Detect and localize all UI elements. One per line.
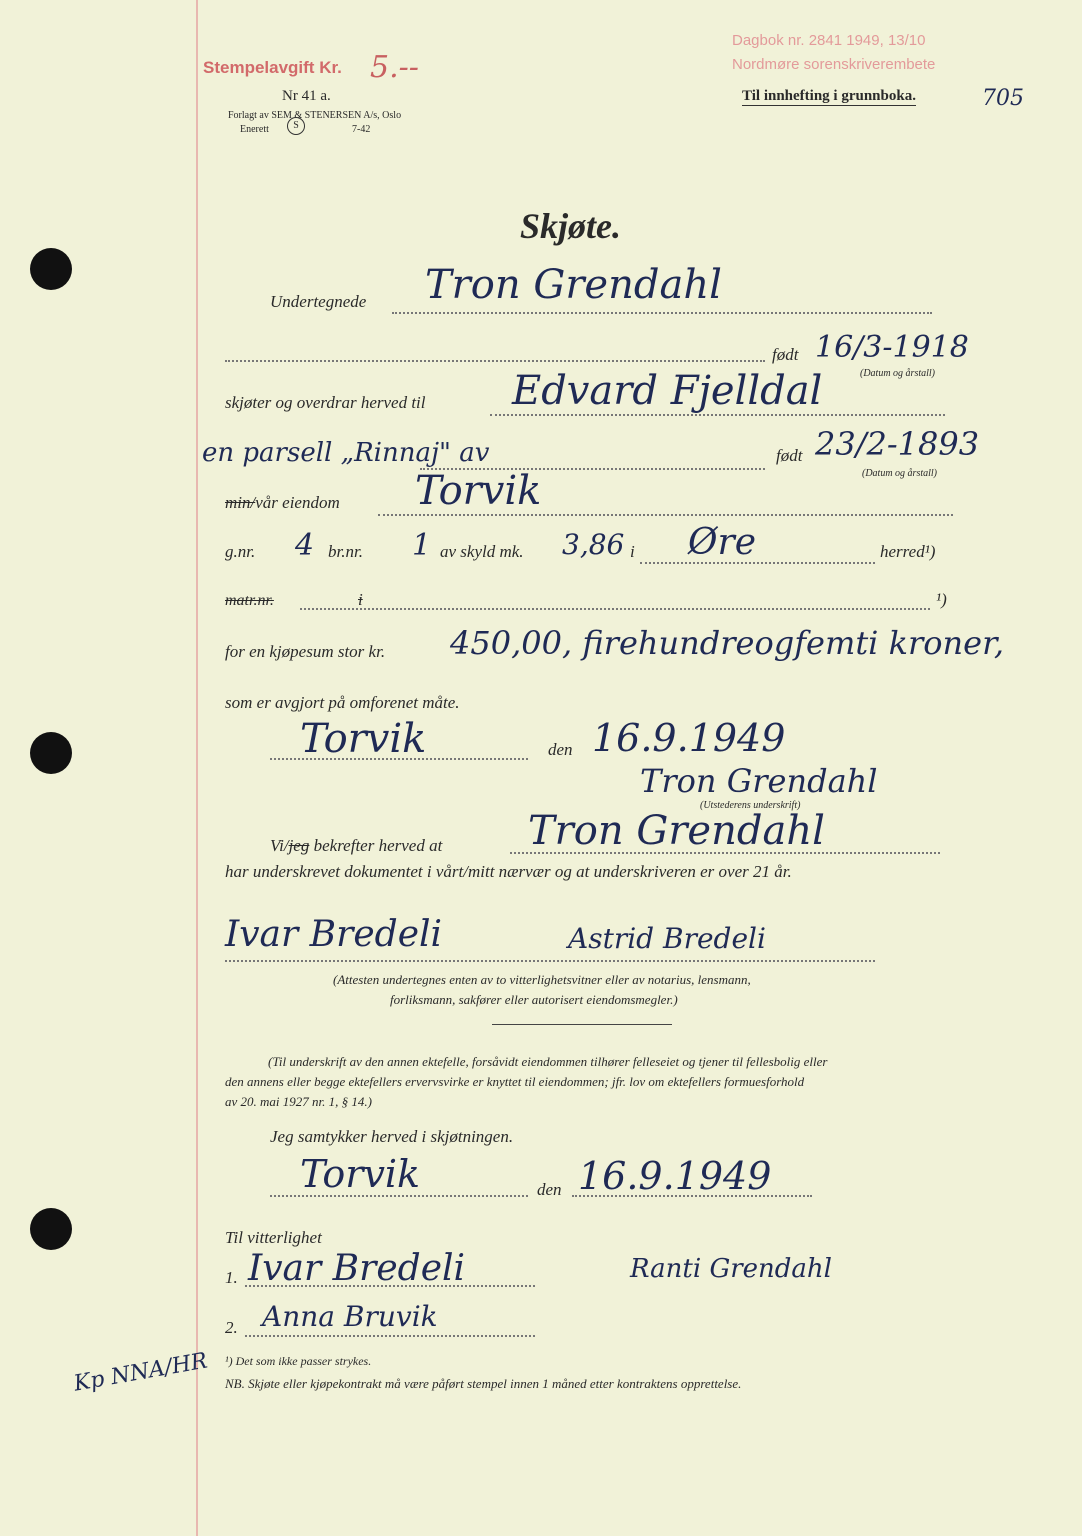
confirm-label xyxy=(270,836,442,856)
place-1: Torvik xyxy=(300,716,427,762)
spouse-signature: Ranti Grendahl xyxy=(630,1254,832,1284)
attest-note-1: (Attesten undertegnes enten av to vitterlighetsvitner eller av notarius, lensmann, xyxy=(333,972,751,987)
signature-1: Tron Grendahl xyxy=(640,762,878,800)
page-title: Skjøte. xyxy=(520,206,622,246)
parcel-text: en parsell „Rinnaj" av xyxy=(202,438,490,468)
confirm-text: bekrefter herved at xyxy=(313,836,443,855)
buyer-name: Edvard Fjelldal xyxy=(512,368,823,414)
nb-note: NB. Skjøte eller kjøpekontrakt må være påført stempel innen 1 måned etter kontraktens opprettelse. xyxy=(225,1376,742,1391)
kjopesum-value: 450,00, firehundreogfemti kroner, xyxy=(450,624,1005,662)
punch-hole xyxy=(30,248,72,290)
attest-note-2: forliksmann, sakfører eller autorisert eiendomsmegler.) xyxy=(390,992,678,1007)
dagbok-stamp: Dagbok nr. 2841 1949, 13/10 xyxy=(732,32,926,49)
property-name: Torvik xyxy=(415,468,542,514)
margin-initials: Kp NNA/HR xyxy=(72,1348,210,1397)
fodt-label-2: født xyxy=(776,446,803,465)
avgjort-label: som er avgjort på omforenet måte. xyxy=(225,693,460,712)
eiendom-prefix: min/ xyxy=(225,493,256,512)
confirm-jeg: jeg xyxy=(288,836,310,855)
gnr-value: 4 xyxy=(295,528,315,563)
i-label: i xyxy=(630,542,635,561)
form-number: Nr 41 a. xyxy=(282,88,331,104)
margin-rule xyxy=(196,0,198,1536)
dotted-line xyxy=(270,1195,528,1197)
dotted-line xyxy=(510,852,940,854)
skyld-value: 3,86 xyxy=(562,528,625,561)
matr-paren: ¹) xyxy=(936,590,947,609)
footnote: ¹) Det som ikke passer strykes. xyxy=(225,1354,372,1368)
eiendom-text: vår eiendom xyxy=(255,493,340,512)
dotted-line xyxy=(245,1285,535,1287)
stamp-fee-label: Stempelavgift Kr. xyxy=(203,58,342,77)
dotted-line xyxy=(270,758,528,760)
dotted-line xyxy=(640,562,875,564)
place-2: Torvik xyxy=(300,1152,421,1196)
office-stamp: Nordmøre sorenskriverembete xyxy=(732,56,936,73)
utsteder-label: (Utstederens underskrift) xyxy=(700,800,801,811)
dotted-line xyxy=(225,360,765,362)
spouse-note-3: av 20. mai 1927 nr. 1, § 14.) xyxy=(225,1094,372,1109)
punch-hole xyxy=(30,732,72,774)
brnr-value: 1 xyxy=(412,528,432,563)
dotted-line xyxy=(392,312,932,314)
vitterlighet-label: Til vitterlighet xyxy=(225,1228,322,1247)
eiendom-label xyxy=(225,493,340,513)
den-label-2: den xyxy=(537,1180,562,1199)
buyer-birth: 23/2-1893 xyxy=(815,425,980,463)
publisher-logo: S xyxy=(287,117,305,135)
dotted-line xyxy=(572,1195,812,1197)
herred-value: Øre xyxy=(688,522,757,563)
witness-2-number: 2. xyxy=(225,1318,238,1337)
confirm-line-2: har underskrevet dokumentet i vårt/mitt nærvær og at underskriveren er over 21 år. xyxy=(225,862,792,881)
publisher-enerett: Enerett xyxy=(240,124,269,135)
date-1: 16.9.1949 xyxy=(592,716,786,760)
dotted-line xyxy=(490,414,945,416)
witness-2-name: Anna Bruvik xyxy=(262,1300,438,1333)
herred-label: herred¹) xyxy=(880,542,936,561)
datum-note-2: (Datum og årstall) xyxy=(862,468,937,479)
witness-1-number: 1. xyxy=(225,1268,238,1287)
transfer-label: skjøter og overdrar herved til xyxy=(225,393,426,412)
dotted-line xyxy=(300,608,930,610)
den-label: den xyxy=(548,740,573,759)
matr-i: i xyxy=(358,590,363,609)
fodt-label: født xyxy=(772,345,799,364)
confirm-prefix: Vi/ xyxy=(270,836,289,855)
datum-note: (Datum og årstall) xyxy=(860,368,935,379)
publisher: Forlagt av SEM & STENERSEN A/s, Oslo xyxy=(228,110,402,121)
gnr-label: g.nr. xyxy=(225,542,256,561)
spouse-note-2: den annens eller begge ektefellers ervervsvirke er knyttet til eiendommen; jfr. lov om ektefellers formuesforhold xyxy=(225,1074,805,1089)
seller-birth: 16/3-1918 xyxy=(815,330,969,365)
consent-label: Jeg samtykker herved i skjøtningen. xyxy=(270,1127,514,1146)
kjopesum-label: for en kjøpesum stor kr. xyxy=(225,642,386,661)
skyld-label: av skyld mk. xyxy=(440,542,524,561)
confirm-name: Tron Grendahl xyxy=(528,808,825,854)
innhefting-label: Til innhefting i grunnboka. xyxy=(742,88,916,104)
undertegnede-label: Undertegnede xyxy=(270,292,367,311)
dotted-line xyxy=(225,960,875,962)
dotted-line xyxy=(245,1335,535,1337)
dotted-line xyxy=(378,514,953,516)
spouse-note-1: (Til underskrift av den annen ektefelle, forsåvidt eiendommen tilhører felleseiet og tjener til fellesbolig eller xyxy=(268,1054,828,1069)
stamp-fee-amount: 5.-- xyxy=(370,50,419,85)
date-2: 16.9.1949 xyxy=(578,1154,772,1198)
page-number: 705 xyxy=(982,86,1024,111)
brnr-label: br.nr. xyxy=(328,542,363,561)
witness-1-signature: Ivar Bredeli xyxy=(225,914,443,955)
publisher-code: 7-42 xyxy=(352,124,371,135)
witness-1-name: Ivar Bredeli xyxy=(248,1248,466,1289)
witness-2-signature: Astrid Bredeli xyxy=(568,922,766,955)
seller-name: Tron Grendahl xyxy=(425,262,722,308)
punch-hole xyxy=(30,1208,72,1250)
divider xyxy=(492,1024,672,1025)
matr-label: matr.nr. xyxy=(225,592,274,609)
